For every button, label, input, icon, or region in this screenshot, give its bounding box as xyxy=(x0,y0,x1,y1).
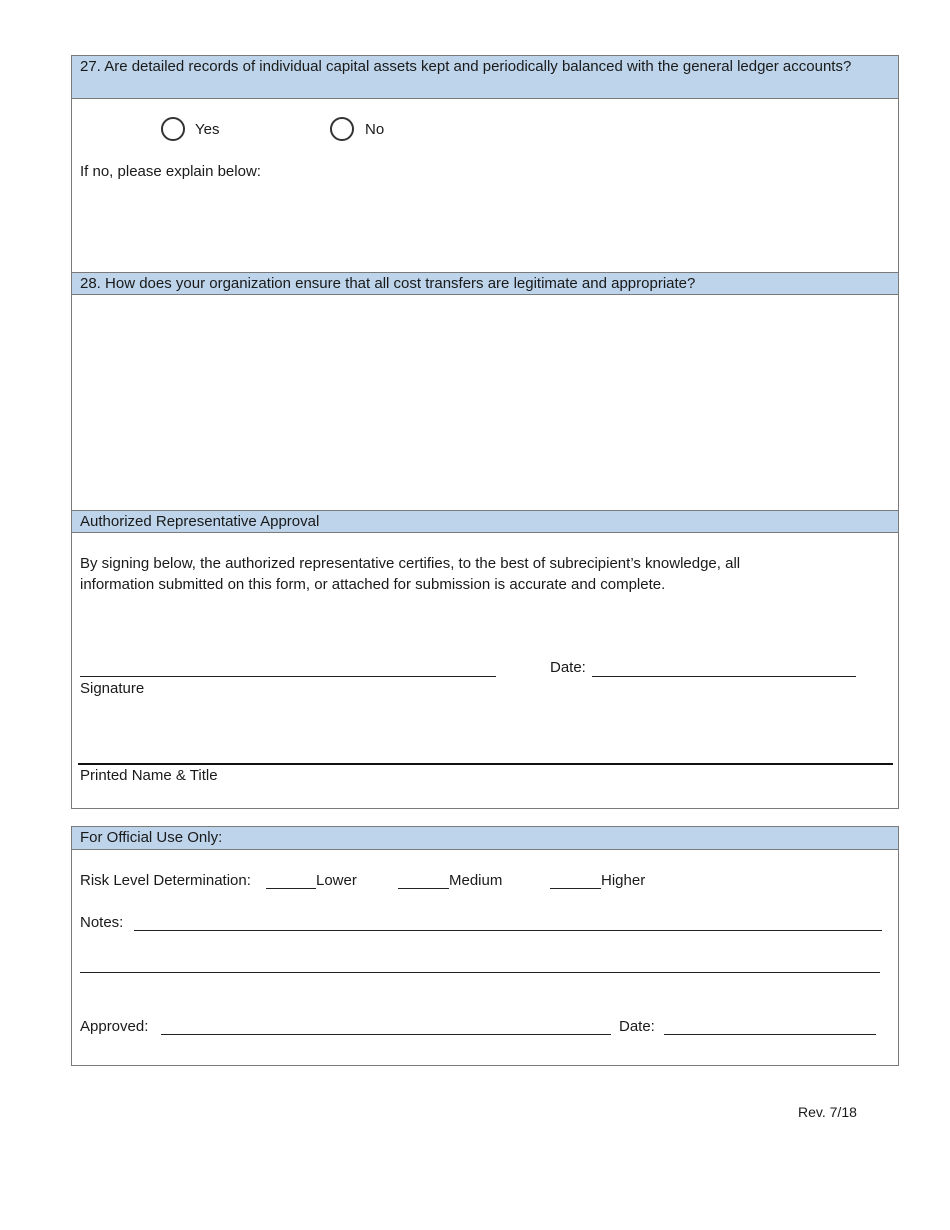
signature-line[interactable] xyxy=(80,676,496,677)
question-28-header xyxy=(72,272,898,295)
yes-label: Yes xyxy=(195,121,220,138)
approval-header xyxy=(72,510,898,533)
question-28-text: 28. How does your organization ensure that all cost transfers are legitimate and appropriate? xyxy=(80,275,696,292)
question-27-header xyxy=(72,56,898,99)
revision-label: Rev. 7/18 xyxy=(798,1104,857,1120)
q28-answer-area[interactable] xyxy=(72,295,898,510)
certification-text: By signing below, the authorized representative certifies, to the best of subrecipient’s knowledge, all information submitted on this form, or attached for submission is accurate and complete. xyxy=(80,555,741,593)
printed-name-label: Printed Name & Title xyxy=(80,767,218,784)
official-date-line[interactable] xyxy=(664,1034,876,1035)
no-label: No xyxy=(365,121,385,138)
official-use-header xyxy=(72,827,898,850)
risk-higher-label: Higher xyxy=(601,872,646,889)
approved-label: Approved: xyxy=(80,1018,149,1035)
question-27-text: 27. Are detailed records of individual capital assets kept and periodically balanced with the general ledger accounts? xyxy=(80,58,852,75)
yes-radio[interactable] xyxy=(161,117,185,141)
risk-medium-label: Medium xyxy=(449,872,503,889)
printed-name-line[interactable] xyxy=(78,763,893,765)
form-section-main xyxy=(71,55,899,809)
official-use-header-text: For Official Use Only: xyxy=(80,829,223,846)
risk-lower-blank[interactable] xyxy=(266,888,316,889)
notes-line-2[interactable] xyxy=(80,972,880,973)
official-use-section xyxy=(71,826,899,1066)
official-date-label: Date: xyxy=(619,1018,655,1035)
risk-level-label: Risk Level Determination: xyxy=(80,872,251,889)
signature-label: Signature xyxy=(80,680,145,697)
explain-answer-area[interactable] xyxy=(72,186,898,272)
no-radio[interactable] xyxy=(330,117,354,141)
risk-higher-blank[interactable] xyxy=(550,888,601,889)
explain-prompt: If no, please explain below: xyxy=(80,163,261,180)
notes-label: Notes: xyxy=(80,914,124,931)
approval-header-text: Authorized Representative Approval xyxy=(80,513,320,530)
approved-line[interactable] xyxy=(161,1034,611,1035)
notes-line-1[interactable] xyxy=(134,930,882,931)
risk-medium-blank[interactable] xyxy=(398,888,449,889)
risk-lower-label: Lower xyxy=(316,872,357,889)
approval-date-line[interactable] xyxy=(592,676,856,677)
approval-date-label: Date: xyxy=(550,659,586,676)
